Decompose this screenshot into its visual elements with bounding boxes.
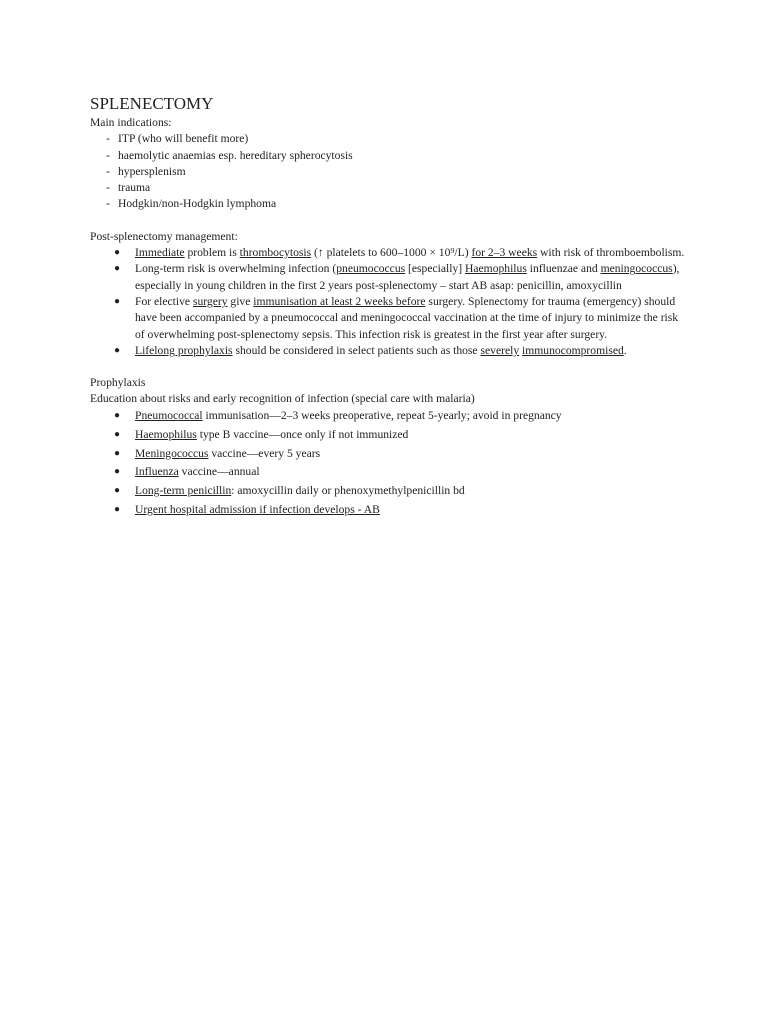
underlined-text: Influenza	[135, 465, 179, 479]
underlined-text: pneumococcus	[336, 262, 406, 276]
text: .	[623, 343, 627, 357]
underlined-text: Long-term penicillin	[135, 484, 232, 498]
list-item	[114, 408, 690, 424]
underlined-text: thrombocytosis	[239, 246, 312, 260]
bullet-icon: ●	[114, 295, 121, 307]
indications-list	[90, 131, 690, 212]
text: give	[227, 294, 254, 308]
text: surgery. Splenectomy for trauma (emergency) should have been accompanied by a pneumococcal and meningococcal vaccination at the time of injury to minimize the risk of overwhelming post-splenectomy sepsis. This infection risk is greatest in the first year after surgery.	[135, 294, 679, 341]
underlined-text: Haemophilus	[465, 262, 527, 276]
text: immunisation—2–3 weeks preoperative, repeat 5-yearly; avoid in pregnancy	[202, 408, 562, 422]
text: [especially]	[405, 262, 466, 276]
underlined-text: Immediate	[135, 246, 185, 260]
bullet-icon: ●	[114, 447, 121, 459]
list-item	[114, 483, 690, 499]
management-list	[90, 245, 690, 359]
text: should be considered in select patients such as those	[232, 343, 481, 357]
list-item: - trauma	[106, 180, 690, 196]
underlined-text: meningococcus	[600, 262, 673, 276]
text: vaccine—annual	[178, 465, 260, 479]
prophylaxis-list	[90, 408, 690, 519]
list-item: - hypersplenism	[106, 164, 690, 180]
underlined-text: Urgent hospital admission if infection develops - AB	[135, 503, 380, 517]
list-item: - Hodgkin/non-Hodgkin lymphoma	[106, 196, 690, 212]
underlined-text: immunocompromised	[522, 343, 624, 357]
bullet-icon: ●	[114, 466, 121, 478]
text: vaccine—every 5 years	[208, 446, 321, 460]
underlined-text: Haemophilus	[135, 427, 197, 441]
list-item: - haemolytic anaemias esp. hereditary spherocytosis	[106, 148, 690, 164]
document-content	[90, 93, 690, 521]
underlined-text: for 2–3 weeks	[471, 246, 538, 260]
underlined-text: severely	[480, 343, 520, 357]
list-item	[114, 245, 690, 261]
bullet-icon: ●	[114, 247, 121, 259]
page-title: SPLENECTOMY	[90, 94, 214, 113]
bullet-icon: ●	[114, 263, 121, 275]
bullet-icon: ●	[114, 504, 121, 516]
underlined-text: Pneumococcal	[135, 408, 203, 422]
text: problem is	[184, 246, 240, 260]
list-item	[114, 464, 690, 480]
management-heading: Post-splenectomy management:	[90, 229, 238, 243]
list-item	[114, 294, 690, 343]
prophylaxis-intro: Education about risks and early recognition of infection (special care with malaria)	[90, 392, 475, 406]
indications-heading: Main indications:	[90, 116, 172, 129]
bullet-icon: ●	[114, 485, 121, 497]
text: : amoxycillin daily or phenoxymethylpenicillin bd	[231, 484, 465, 498]
bullet-icon: ●	[114, 428, 121, 440]
underlined-text: Lifelong prophylaxis	[135, 343, 233, 357]
prophylaxis-heading: Prophylaxis	[90, 376, 146, 390]
text: with risk of thromboembolism.	[537, 246, 685, 260]
bullet-icon: ●	[114, 409, 121, 421]
text: type B vaccine—once only if not immunized	[196, 427, 409, 441]
text: ), especially in young children in the first 2 years post-splenectomy – start AB asap: penicillin, amoxycillin	[135, 262, 680, 292]
text: For elective	[135, 294, 193, 308]
text: influenzae and	[526, 262, 601, 276]
list-item	[114, 502, 690, 518]
list-item: - ITP (who will benefit more)	[106, 131, 690, 147]
list-item	[114, 446, 690, 462]
text: Long-term risk is overwhelming infection (	[135, 262, 337, 276]
underlined-text: immunisation at least 2 weeks before	[253, 294, 426, 308]
list-item	[114, 261, 690, 294]
underlined-text: Meningococcus	[135, 446, 209, 460]
list-item	[114, 427, 690, 443]
underlined-text: surgery	[192, 294, 228, 308]
text: (↑ platelets to 600–1000 × 10⁹/L)	[311, 246, 472, 260]
bullet-icon: ●	[114, 344, 121, 356]
list-item	[114, 343, 690, 359]
